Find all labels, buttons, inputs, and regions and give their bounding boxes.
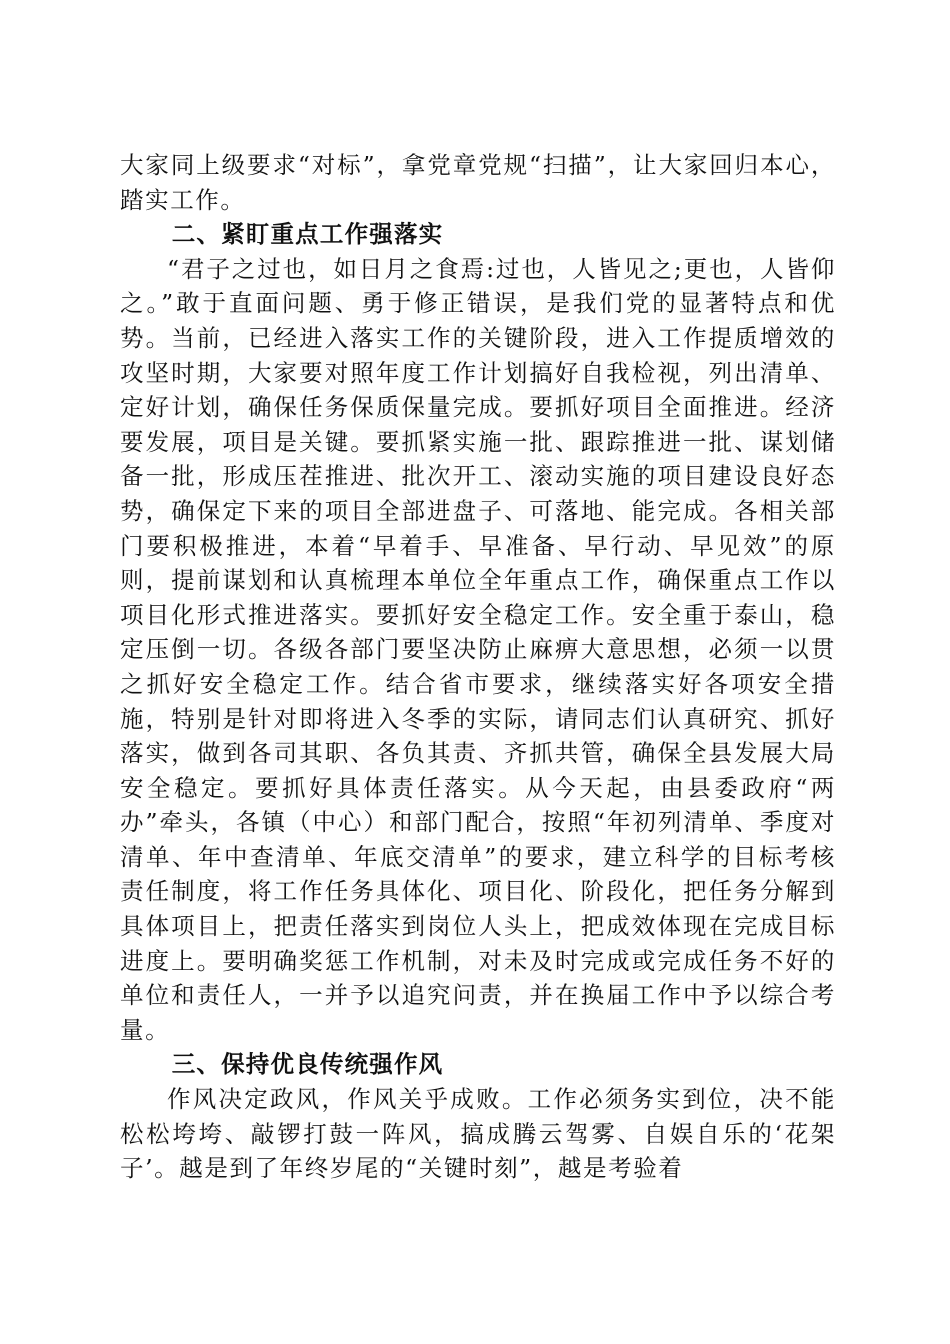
section-heading-3: 三、保持优良传统强作风 [171,1050,444,1079]
document-page [120,148,836,1186]
section-heading-2: 二、紧盯重点工作强落实 [171,220,444,249]
paragraph-continuation: 大家同上级要求“对标”，拿党章党规“扫描”，让大家回归本心，踏实工作。 [120,151,836,214]
paragraph-body-1: “君子之过也，如日月之食焉:过也，人皆见之;更也，人皆仰之。”敢于直面问题、勇于修正错误，是我们党的显著特点和优势。当前，已经进入落实工作的关键阶段，进入工作提质增效的攻坚时期，大家要对照年度工作计划搞好自我检视，列出清单、定好计划，确保任务保质保量完成。要抓好项目全面推进。经济要发展，项目是关键。要抓紧实施一批、跟踪推进一批、谋划储备一批，形成压茬推进、批次开工、滚动实施的项目建设良好态势，确保定下来的项目全部进盘子、可落地、能完成。各相关部门要积极推进，本着“早着手、早准备、早行动、早见效”的原则，提前谋划和认真梳理本单位全年重点工作，确保重点工作以项目化形式推进落实。要抓好安全稳定工作。安全重于泰山，稳定压倒一切。各级各部门要坚决防止麻痹大意思想，必须一以贯之抓好安全稳定工作。结合省市要求，继续落实好各项安全措施，特别是针对即将进入冬季的实际，请同志们认真研究、抓好落实，做到各司其职、各负其责、齐抓共管，确保全县发展大局安全稳定。要抓好具体责任落实。从今天起，由县委政府“两办”牵头，各镇（中心）和部门配合，按照“年初列清单、季度对清单、年中查清单、年底交清单”的要求，建立科学的目标考核责任制度，将工作任务具体化、项目化、阶段化，把任务分解到具体项目上，把责任落实到岗位人头上，把成效体现在完成目标进度上。要明确奖惩工作机制，对未及时完成或完成任务不好的单位和责任人，一并予以追究问责，并在换届工作中予以综合考量。 [120,254,836,1044]
paragraph-body-2: 作风决定政风，作风关乎成败。工作必须务实到位，决不能松松垮垮、敲锣打鼓一阵风，搞成腾云驾雾、自娱自乐的‘花架子’。越是到了年终岁尾的“关键时刻”，越是考验着 [120,1085,836,1183]
